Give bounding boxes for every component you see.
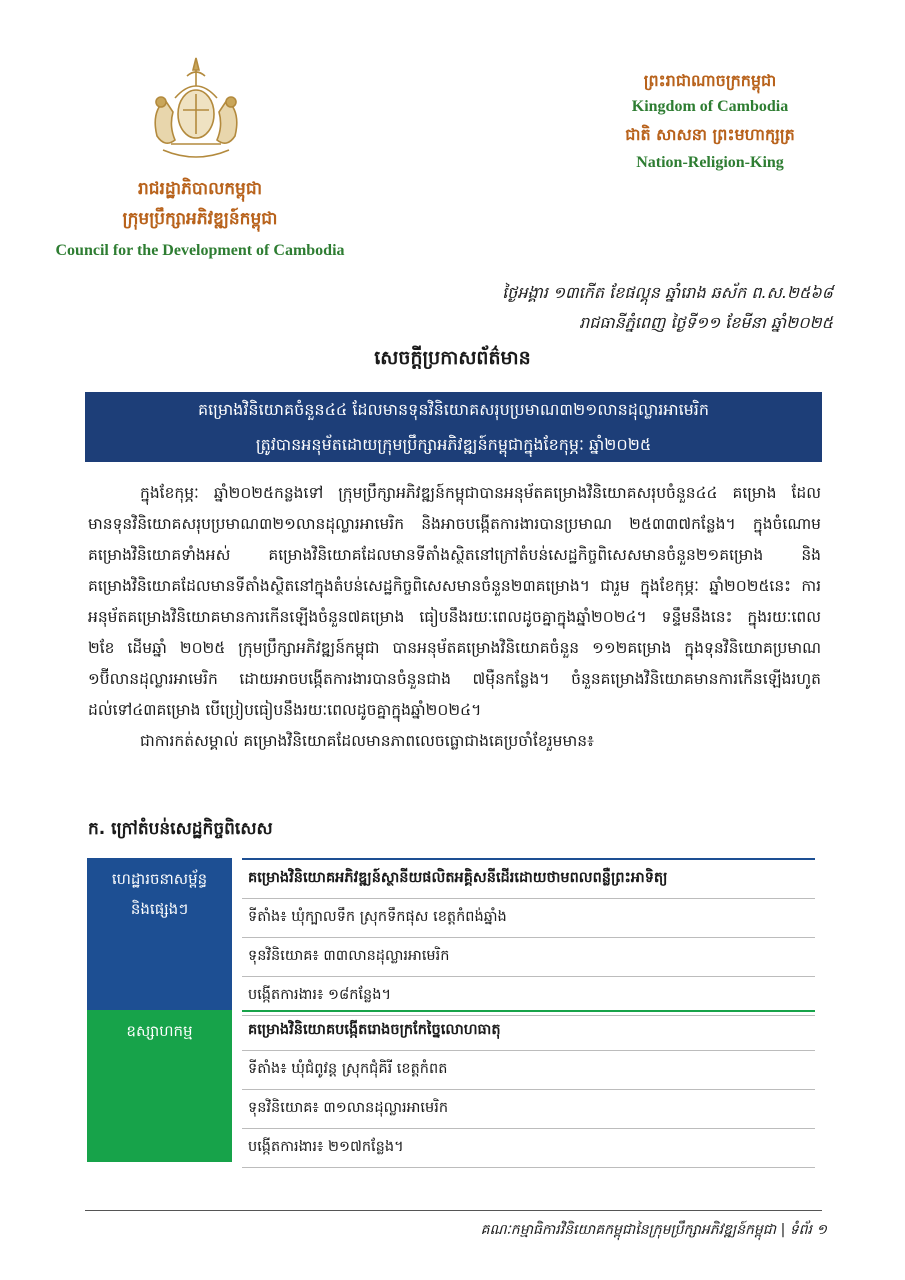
body-paragraph-2: ជាការកត់សម្គាល់ គម្រោងវិនិយោគដែលមានភាពលេចធ្លោជាងគេប្រចាំខែរួមមាន៖	[140, 732, 594, 750]
sector-label: និងផ្សេងៗ	[130, 900, 189, 918]
sector-cell	[87, 1010, 232, 1162]
project-name: គម្រោងវិនិយោគបង្កើតរោងចក្រកែច្នៃលោហធាតុ	[242, 1012, 815, 1051]
body-paragraph-1: ក្នុងខែកុម្ភៈ ឆ្នាំ២០២៥កន្លងទៅ ក្រុមប្រឹក្សាអភិវឌ្ឍន៍កម្ពុជាបានអនុម័តគម្រោងវិនិយោគសរុបចំនួន៤៤ គម្រោង ដែលមានទុនវិនិយោគសរុបប្រមាណ៣២១លានដុល្លារអាមេរិក និងអាចបង្កើតការងារបានប្រមាណ ២៥៣៣៧កន្លែង។ ក្នុងចំណោមគម្រោងវិនិយោគទាំងអស់ គម្រោងវិនិយោគដែលមានទីតាំងស្ថិតនៅក្រៅតំបន់សេដ្ឋកិច្ចពិសេសមានចំនួន២១គម្រោង និងគម្រោងវិនិយោគដែលមានទីតាំងស្ថិតនៅក្នុងតំបន់សេដ្ឋកិច្ចពិសេសមានចំនួន២៣គម្រោង។ ជារួម ក្នុងខែកុម្ភៈ ឆ្នាំ២០២៥នេះ ការអនុម័តគម្រោងវិនិយោគមានការកើនឡើងចំនួន៧គម្រោង ធៀបនឹងរយៈពេលដូចគ្នាក្នុងឆ្នាំ២០២៤។ ទន្ទឹមនឹងនេះ ក្នុងរយៈពេល ២ខែ ដើមឆ្នាំ ២០២៥ ក្រុមប្រឹក្សាអភិវឌ្ឍន៍កម្ពុជា បានអនុម័តគម្រោងវិនិយោគចំនួន ១១២គម្រោង ក្នុងទុនវិនិយោគប្រមាណ ១ប៊ីលានដុល្លារអាមេរិក ដោយអាចបង្កើតការងារបានចំនួនជាង ៧ម៉ឺនកន្លែង។ ចំនួនគម្រោងវិនិយោគមានការកើនឡើងរហូតដល់ទៅ៤៣គម្រោង បើប្រៀបធៀបនឹងរយៈពេលដូចគ្នាក្នុងឆ្នាំ២០២៤។	[88, 484, 821, 719]
project-details	[242, 858, 815, 1016]
section-heading: ក. ក្រៅតំបន់សេដ្ឋកិច្ចពិសេស	[88, 819, 273, 839]
headline-line-1: គម្រោងវិនិយោគចំនួន៤៤ ដែលមានទុនវិនិយោគសរុបប្រមាណ៣២១លានដុល្លារអាមេរិក	[197, 400, 710, 419]
council-name-en: Council for the Development of Cambodia	[55, 242, 345, 259]
project-location: ទីតាំង៖ ឃុំក្បាលទឹក ស្រុកទឹកផុស ខេត្តកំពង់ឆ្នាំង	[242, 899, 815, 938]
project-jobs: បង្កើតការងារ៖ ១៨កន្លែង។	[242, 977, 815, 1016]
lunar-date: ថ្ងៃអង្គារ ១៣កើត ខែផល្គុន ឆ្នាំរោង ឆស័ក ព.ស.២៥៦៨	[502, 283, 833, 302]
headline-line-2: ត្រូវបានអនុម័តដោយក្រុមប្រឹក្សាអភិវឌ្ឍន៍កម្ពុជាក្នុងខែកុម្ភៈ ឆ្នាំ២០២៥	[255, 435, 652, 454]
council-name-km: ក្រុមប្រឹក្សាអភិវឌ្ឍន៍កម្ពុជា	[122, 209, 278, 229]
page-footer: គណៈកម្មាធិការវិនិយោគកម្ពុជានៃក្រុមប្រឹក្សាអភិវឌ្ឍន៍កម្ពុជា | ទំព័រ ១	[480, 1222, 827, 1238]
project-capital: ទុនវិនិយោគ៖ ៣៣លានដុល្លារអាមេរិក	[242, 938, 815, 977]
sector-label: ហេដ្ឋារចនាសម្ព័ន្ធ	[111, 870, 208, 888]
footer-divider	[85, 1210, 822, 1211]
project-location: ទីតាំង៖ ឃុំជំពូវន្ត ស្រុកជុំគិរី ខេត្តកំពត	[242, 1051, 815, 1090]
project-block-infrastructure	[87, 858, 815, 1010]
kingdom-name-en: Kingdom of Cambodia	[631, 98, 789, 115]
project-details	[242, 1010, 815, 1168]
royal-emblem-logo	[135, 52, 257, 170]
project-jobs: បង្កើតការងារ៖ ២១៧កន្លែង។	[242, 1129, 815, 1168]
document-title: សេចក្តីប្រកាសព័ត៌មាន	[374, 347, 531, 369]
project-name: គម្រោងវិនិយោគអភិវឌ្ឍន៍ស្ថានីយផលិតអគ្គិសនីដើរដោយថាមពលពន្លឺព្រះអាទិត្យ	[242, 860, 815, 899]
kingdom-name-km: ព្រះរាជាណាចក្រកម្ពុជា	[643, 71, 777, 90]
national-motto-km: ជាតិ សាសនា ព្រះមហាក្សត្រ	[625, 125, 795, 144]
sector-cell	[87, 858, 232, 1010]
government-name-km: រាជរដ្ឋាភិបាលកម្ពុជា	[137, 179, 263, 199]
body-text	[88, 478, 821, 757]
solar-date: រាជធានីភ្នំពេញ ថ្ងៃទី១១ ខែមីនា ឆ្នាំ២០២៥	[579, 313, 833, 332]
sector-label: ឧស្សាហកម្ម	[126, 1022, 193, 1040]
headline-banner	[85, 392, 822, 462]
project-capital: ទុនវិនិយោគ៖ ៣១លានដុល្លារអាមេរិក	[242, 1090, 815, 1129]
project-block-industry	[87, 1010, 815, 1162]
national-motto-en: Nation-Religion-King	[636, 154, 784, 171]
